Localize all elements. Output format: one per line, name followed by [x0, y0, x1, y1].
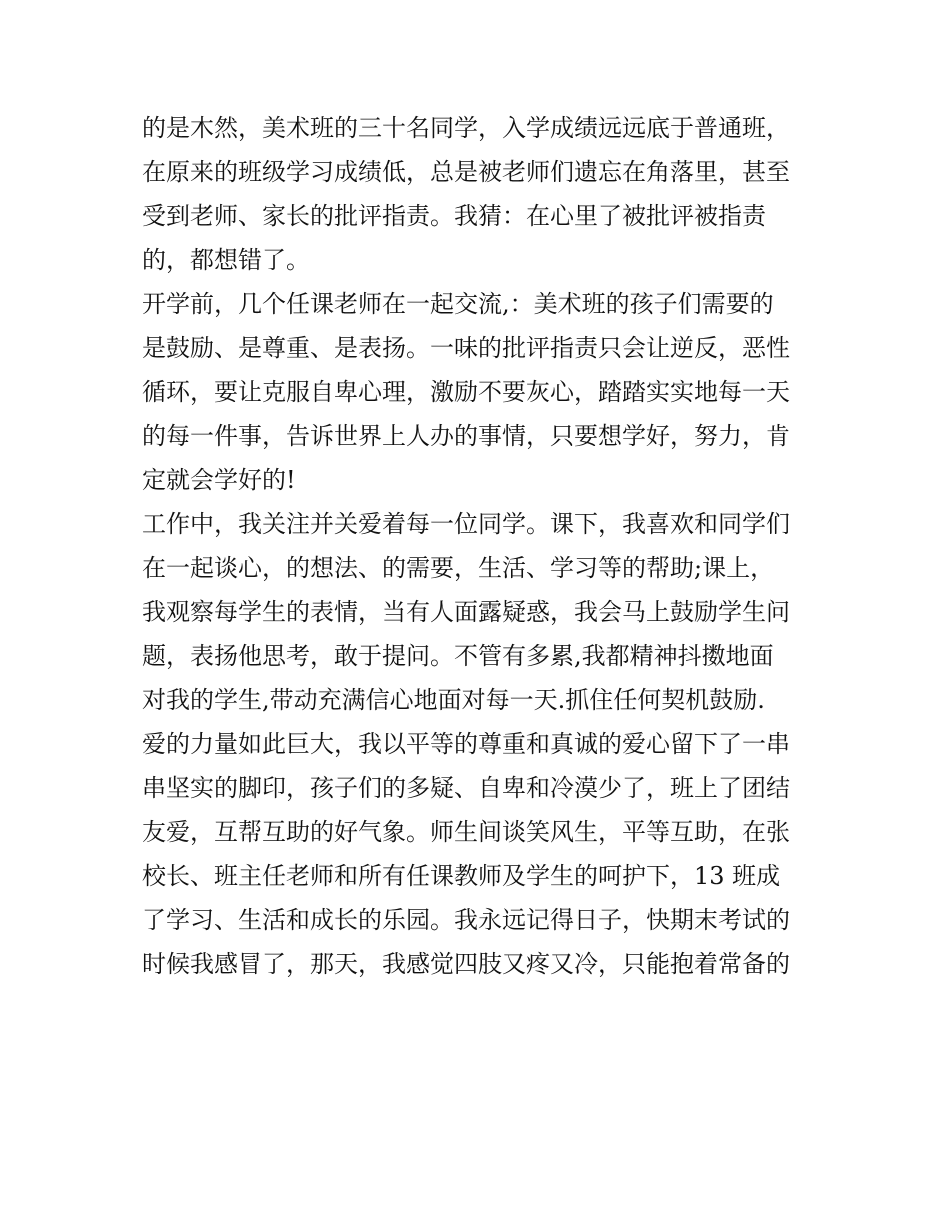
text-line-19: 了学习、生活和成长的乐园。我永远记得日子，快期末考试的 [142, 906, 790, 934]
text-line-18: 校长、班主任老师和所有任课教师及学生的呵护下，13 班成 [142, 862, 781, 890]
text-line-6: 是鼓励、是尊重、是表扬。一味的批评指责只会让逆反，恶性 [142, 334, 790, 362]
text-line-10: 工作中，我关注并关爱着每一位同学。课下，我喜欢和同学们 [142, 510, 790, 538]
text-line-5: 开学前，几个任课老师在一起交流,：美术班的孩子们需要的 [142, 290, 774, 318]
text-line-2: 在原来的班级学习成绩低，总是被老师们遗忘在角落里，甚至 [142, 158, 790, 186]
text-line-13: 题，表扬他思考，敢于提问。不管有多累,我都精神抖擞地面 [142, 642, 774, 670]
text-line-3: 受到老师、家长的批评指责。我猜：在心里了被批评被指责 [142, 202, 766, 230]
text-line-16: 串坚实的脚印，孩子们的多疑、自卑和冷漠少了，班上了团结 [142, 774, 790, 802]
text-line-4: 的，都想错了。 [142, 246, 310, 274]
text-line-15: 爱的力量如此巨大，我以平等的尊重和真诚的爱心留下了一串 [142, 730, 790, 758]
text-line-14: 对我的学生,带动充满信心地面对每一天.抓住任何契机鼓励. [142, 686, 765, 714]
text-line-1: 的是木然，美术班的三十名同学，入学成绩远远底于普通班， [142, 114, 790, 142]
text-line-20: 时候我感冒了，那天，我感觉四肢又疼又冷，只能抱着常备的 [142, 950, 790, 978]
body-text [142, 106, 822, 986]
text-line-12: 我观察每学生的表情，当有人面露疑惑，我会马上鼓励学生问 [142, 598, 790, 626]
text-line-11: 在一起谈心，的想法、的需要，生活、学习等的帮助;课上， [142, 554, 775, 582]
text-line-8: 的每一件事，告诉世界上人办的事情，只要想学好，努力，肯 [142, 422, 790, 450]
text-line-7: 循环，要让克服自卑心理，激励不要灰心，踏踏实实地每一天 [142, 378, 790, 406]
text-line-17: 友爱，互帮互助的好气象。师生间谈笑风生，平等互助，在张 [142, 818, 790, 846]
text-line-9: 定就会学好的! [142, 466, 296, 494]
